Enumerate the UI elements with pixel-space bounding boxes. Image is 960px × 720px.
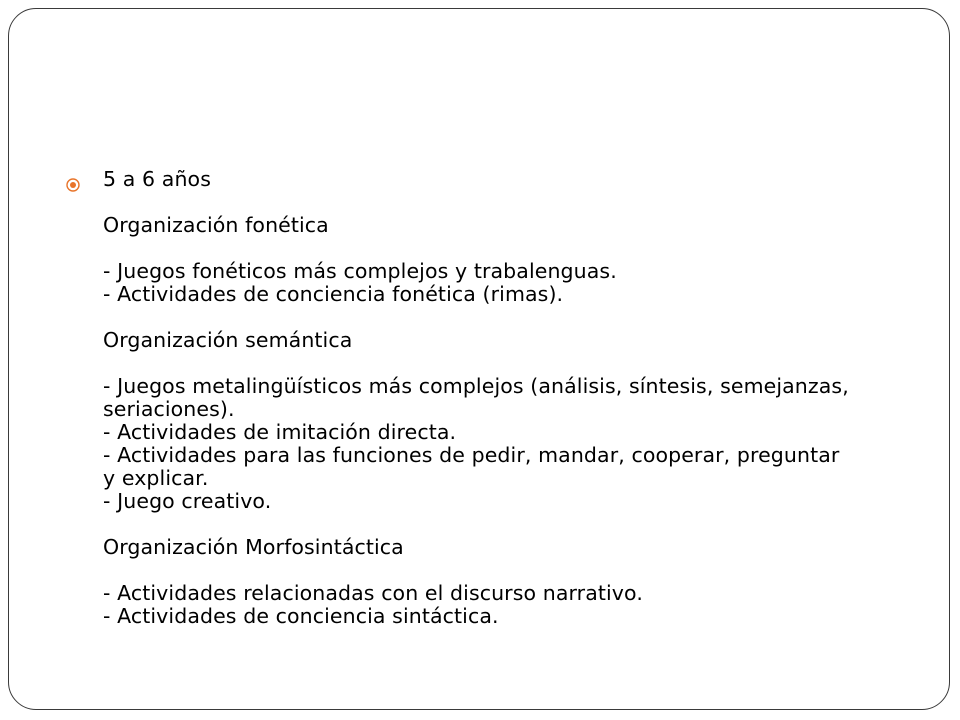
age-heading: 5 a 6 años (103, 167, 211, 191)
list-item: - Actividades relacionadas con el discurso narrativo. (103, 581, 643, 605)
list-item: y explicar. (103, 466, 209, 490)
circled-dot-bullet-icon (66, 178, 80, 192)
section-title-semantica: Organización semántica (103, 328, 353, 352)
list-item: - Juegos metalingüísticos más complejos (análisis, síntesis, semejanzas, (103, 374, 849, 398)
list-item: - Actividades de imitación directa. (103, 420, 457, 444)
list-item: - Juegos fonéticos más complejos y trabalenguas. (103, 259, 617, 283)
list-item: - Juego creativo. (103, 489, 272, 513)
list-item: - Actividades de conciencia sintáctica. (103, 604, 499, 628)
list-item: seriaciones). (103, 397, 235, 421)
section-title-morfosintactica: Organización Morfosintáctica (103, 535, 404, 559)
list-item: - Actividades para las funciones de pedir, mandar, cooperar, preguntar (103, 443, 840, 467)
slide-body-text (103, 168, 913, 628)
list-item: - Actividades de conciencia fonética (rimas). (103, 282, 564, 306)
section-title-fonetica: Organización fonética (103, 213, 329, 237)
